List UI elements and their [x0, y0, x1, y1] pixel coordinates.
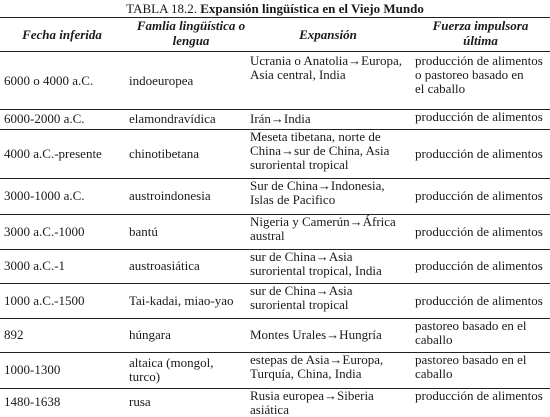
- rule-header: [0, 51, 550, 52]
- row-6-familia: austroasiática: [129, 258, 200, 273]
- row-3-fuerza: producción de alimentos: [415, 146, 543, 161]
- row-8-fuerza-line-1: pastoreo basado en el: [415, 318, 527, 333]
- row-10-expansion-line-2: asiática: [250, 402, 289, 417]
- row-9-fecha: 1000-1300: [4, 362, 61, 377]
- row-5-fuerza: producción de alimentos: [415, 224, 543, 239]
- row-9-fuerza-line-1: pastoreo basado en el: [415, 352, 527, 367]
- row-8-fuerza-line-2: caballo: [415, 332, 453, 347]
- row-1-fuerza-line-1: producción de alimentos: [415, 53, 543, 68]
- row-9-familia-line-2: turco): [129, 369, 161, 384]
- row-1-expansion-line-1: Ucrania o Anatolia→Europa,: [250, 53, 402, 68]
- row-4-fuerza: producción de alimentos: [415, 188, 543, 203]
- row-8-fecha: 892: [4, 327, 24, 342]
- row-9-expansion-line-1: estepas de Asia→Europa,: [250, 352, 384, 367]
- row-7-fuerza: producción de alimentos: [415, 293, 543, 308]
- row-5-familia: bantú: [129, 224, 158, 239]
- row-4-expansion-line-1: Sur de China→Indonesia,: [250, 178, 385, 193]
- row-1-expansion-line-2: Asia central, India: [250, 67, 346, 82]
- row-1-familia: indoeuropea: [129, 73, 194, 88]
- row-7-expansion-line-1: sur de China→Asia: [250, 283, 353, 298]
- row-3-fecha: 4000 a.C.-presente: [4, 146, 102, 161]
- row-10-fecha: 1480-1638: [4, 394, 61, 409]
- row-3-familia: chinotibetana: [129, 146, 200, 161]
- row-2-fuerza: producción de alimentos: [415, 109, 543, 124]
- row-1-fecha: 6000 o 4000 a.C.: [4, 73, 94, 88]
- row-2-fecha: 6000-2000 a.C.: [4, 111, 85, 126]
- row-2-familia: elamondravídica: [129, 111, 216, 126]
- row-4-fecha: 3000-1000 a.C.: [4, 188, 85, 203]
- row-10-expansion-line-1: Rusia europea→Siberia: [250, 388, 374, 403]
- header-expansion: Expansión: [299, 27, 357, 42]
- table-caption: [0, 1, 550, 16]
- row-5-fecha: 3000 a.C.-1000: [4, 224, 85, 239]
- row-7-expansion-line-2: suroriental tropical: [250, 297, 349, 312]
- row-8-expansion: Montes Urales→Hungría: [250, 327, 382, 342]
- header-fuerza-line2: última: [463, 33, 498, 48]
- row-5-expansion-line-2: austral: [250, 228, 285, 243]
- header-fecha: Fecha inferida: [22, 27, 102, 42]
- row-9-fuerza-line-2: caballo: [415, 366, 453, 381]
- row-4-expansion-line-2: Islas de Pacifico: [250, 192, 336, 207]
- row-7-familia: Tai-kadai, miao-yao: [129, 293, 234, 308]
- row-5-expansion-line-1: Nigeria y Camerún→África: [250, 214, 396, 229]
- row-6-expansion-line-1: sur de China→Asia: [250, 249, 353, 264]
- caption-title: Expansión lingüística en el Viejo Mundo: [200, 1, 424, 16]
- row-8-familia: húngara: [129, 327, 171, 342]
- row-1-fuerza-line-2: o pastoreo basado en: [415, 67, 524, 82]
- header-fuerza-line1: Fuerza impulsora: [432, 18, 529, 33]
- header-familia-line1: Famlia lingüística o: [136, 18, 246, 33]
- row-4-familia: austroindonesia: [129, 188, 211, 203]
- caption-label: TABLA 18.2.: [126, 1, 197, 16]
- row-9-familia-line-1: altaica (mongol,: [129, 355, 214, 370]
- row-3-expansion-line-1: Meseta tibetana, norte de: [250, 129, 381, 144]
- row-7-fecha: 1000 a.C.-1500: [4, 293, 85, 308]
- row-10-fuerza: producción de alimentos: [415, 388, 543, 403]
- row-9-expansion-line-2: Turquía, China, India: [250, 366, 362, 381]
- row-6-fuerza: producción de alimentos: [415, 258, 543, 273]
- row-10-familia: rusa: [129, 394, 151, 409]
- row-6-fecha: 3000 a.C.-1: [4, 258, 66, 273]
- row-1-fuerza-line-3: el caballo: [415, 81, 466, 96]
- row-3-expansion-line-2: China→sur de China, Asia: [250, 143, 390, 158]
- row-2-expansion: Irán→India: [250, 111, 311, 126]
- row-3-expansion-line-3: suroriental tropical: [250, 157, 349, 172]
- row-6-expansion-line-2: suroriental tropical, India: [250, 263, 382, 278]
- header-familia-line2: lengua: [172, 33, 210, 48]
